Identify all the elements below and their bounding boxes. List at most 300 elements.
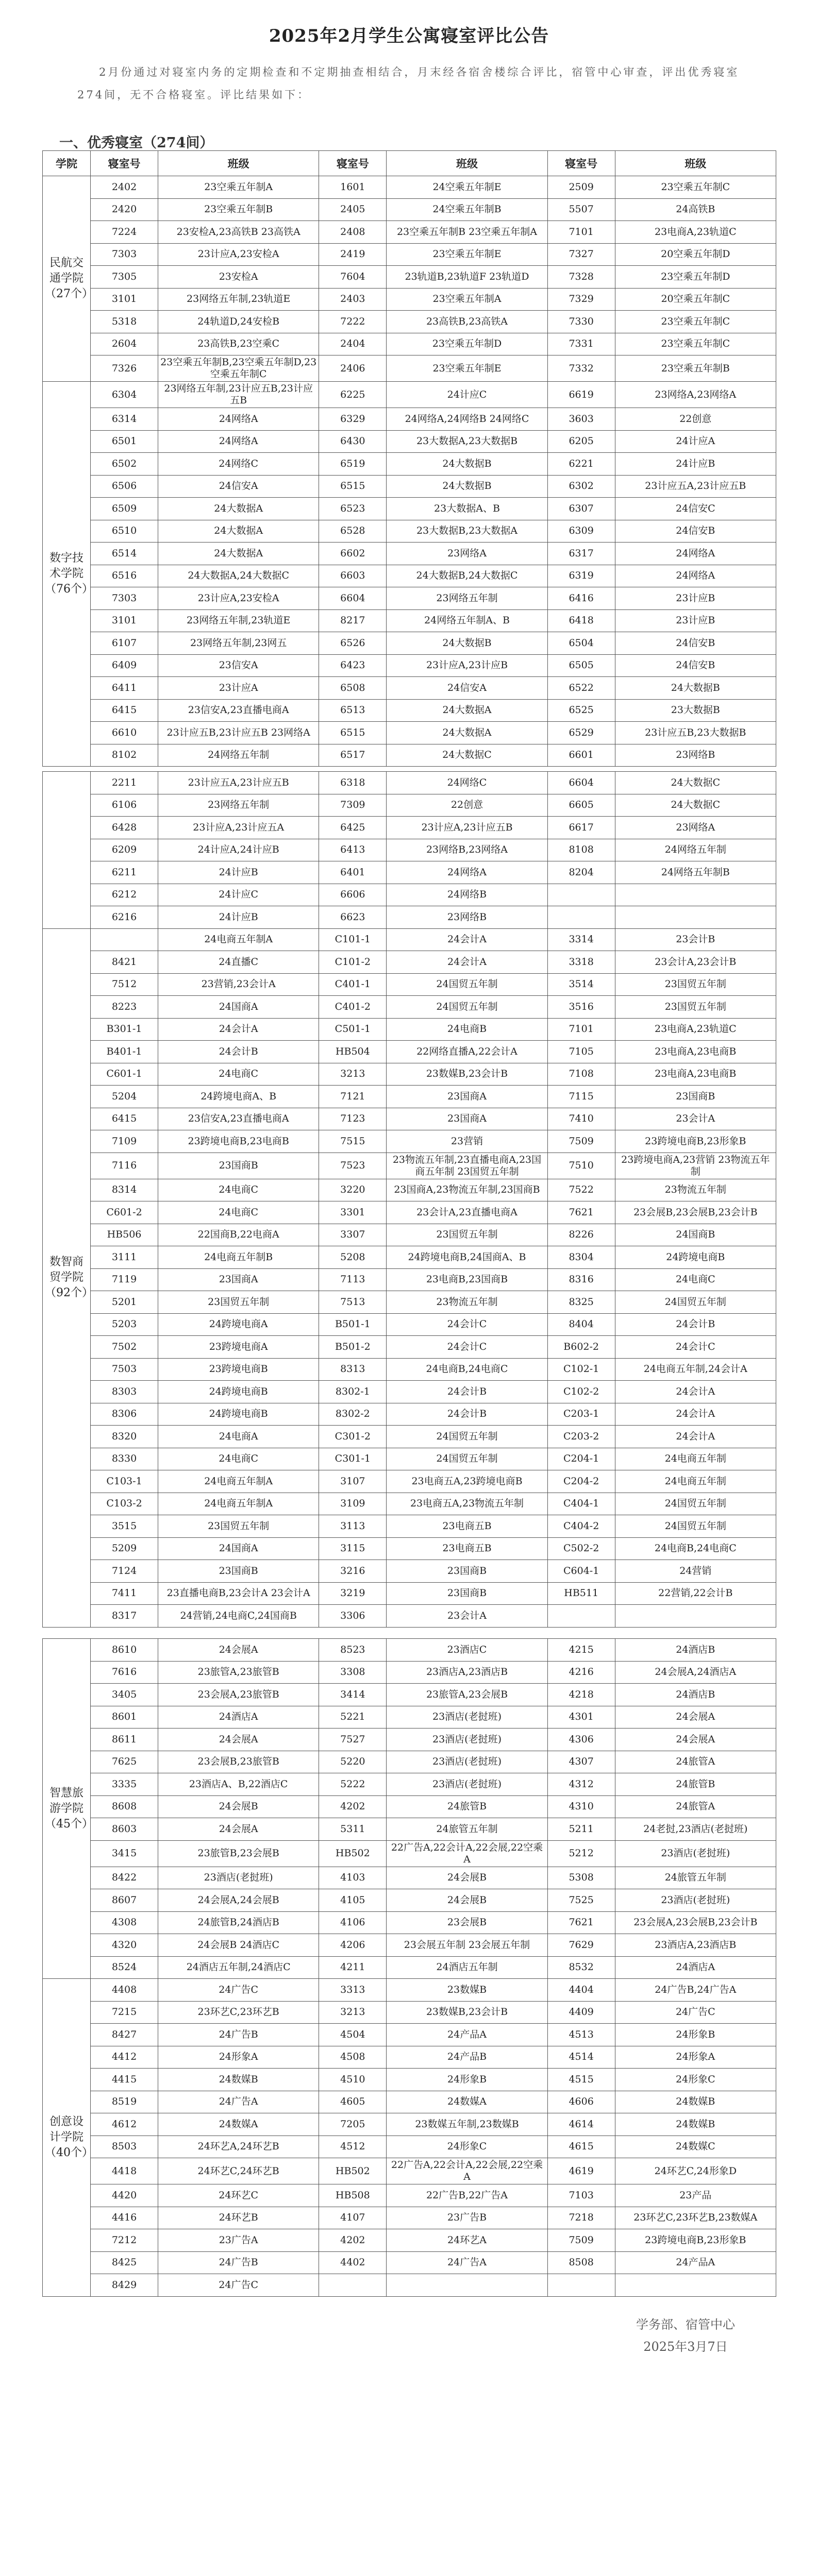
class-name: 23营销: [387, 1130, 547, 1153]
room-number: 4605: [319, 2091, 387, 2113]
room-number: C601-1: [90, 1063, 158, 1086]
room-number: 3603: [547, 408, 615, 431]
class-name: 23酒店(老挝班): [615, 1889, 776, 1912]
class-name: 22营销,22会计B: [615, 1582, 776, 1605]
class-name: 23网络五年制: [387, 587, 547, 610]
class-name: 24网络A: [158, 430, 319, 453]
class-name: 24产品A: [387, 2024, 547, 2046]
room-number: 3101: [90, 288, 158, 311]
room-number: 8421: [90, 951, 158, 974]
room-number: 4512: [319, 2136, 387, 2158]
room-number: 8608: [90, 1795, 158, 1818]
room-number: 8427: [90, 2024, 158, 2046]
class-name: 23国商B: [615, 1086, 776, 1108]
table-row: [43, 1840, 776, 1867]
class-name: 23酒店(老挝班): [387, 1706, 547, 1728]
room-number: 6409: [90, 654, 158, 677]
room-number: 2403: [319, 288, 387, 311]
table-row: [43, 1403, 776, 1426]
table-row: [43, 2069, 776, 2091]
room-number: 4320: [90, 1934, 158, 1957]
table-row: [43, 1426, 776, 1448]
room-number: B501-2: [319, 1336, 387, 1359]
room-number: 6302: [547, 475, 615, 498]
table-row: [43, 2024, 776, 2046]
table-row: [43, 2251, 776, 2274]
room-number: 6513: [319, 699, 387, 722]
room-number: 5220: [319, 1751, 387, 1773]
room-number: 6416: [547, 587, 615, 610]
room-number: 7303: [90, 243, 158, 266]
class-name: 24计应A: [615, 430, 776, 453]
table-row: [43, 677, 776, 700]
class-name: 24广告C: [158, 1979, 319, 2002]
table-row: [43, 243, 776, 266]
room-number: 7113: [319, 1268, 387, 1291]
class-name: 24形象C: [387, 2136, 547, 2158]
class-name: 24大数据A: [158, 520, 319, 543]
college-cell: 智慧旅游学院（45个）: [43, 1639, 91, 1979]
table-row: [43, 1605, 776, 1628]
class-name: [615, 884, 776, 906]
column-header: 班级: [615, 151, 776, 176]
intro-paragraph: 2月份通过对寝室内务的定期检查和不定期抽查相结合，月末经各宿舍楼综合评比，宿管中心审查，评出优秀寝室274间，无不合格寝室。评比结果如下：: [77, 66, 740, 101]
class-name: 23网络B: [387, 906, 547, 929]
table-row: [43, 408, 776, 431]
room-number: 4106: [319, 1911, 387, 1934]
room-number: 4508: [319, 2046, 387, 2069]
table-row: [43, 2207, 776, 2229]
room-number: 4307: [547, 1751, 615, 1773]
room-number: 6319: [547, 565, 615, 587]
class-name: 24电商五年制B: [158, 1246, 319, 1269]
room-number: 8316: [547, 1268, 615, 1291]
room-number: 7101: [547, 221, 615, 244]
table-row: [43, 609, 776, 632]
room-number: 6529: [547, 722, 615, 744]
room-number: 7326: [90, 355, 158, 382]
table-row: [43, 1728, 776, 1751]
room-number: 6501: [90, 430, 158, 453]
room-number: 3308: [319, 1661, 387, 1684]
table-row: [43, 520, 776, 543]
class-name: 23网络五年制: [158, 794, 319, 817]
table-row: [43, 654, 776, 677]
class-name: 23空乘五年制E: [387, 355, 547, 382]
room-number: 3109: [319, 1493, 387, 1515]
room-number: 6602: [319, 543, 387, 565]
room-number: 7303: [90, 587, 158, 610]
class-name: 24会计A: [158, 1018, 319, 1041]
room-number: 6523: [319, 498, 387, 520]
room-number: 7119: [90, 1268, 158, 1291]
class-name: 23国贸五年制: [158, 1515, 319, 1538]
class-name: 24信安B: [615, 654, 776, 677]
class-name: 24计应B: [615, 453, 776, 476]
class-name: 24形象B: [387, 2069, 547, 2091]
class-name: 23网络五年制,23轨道E: [158, 288, 319, 311]
room-number: C501-1: [319, 1018, 387, 1041]
table-row: [43, 498, 776, 520]
room-number: 4504: [319, 2024, 387, 2046]
room-number: 8204: [547, 861, 615, 884]
table-row: [43, 1470, 776, 1493]
room-number: 4614: [547, 2113, 615, 2136]
class-name: 23直播电商B,23会计A 23会计A: [158, 1582, 319, 1605]
room-number: 3115: [319, 1537, 387, 1560]
room-number: HB504: [319, 1041, 387, 1063]
room-number: 3213: [319, 2001, 387, 2024]
class-name: 24旅管五年制: [615, 1867, 776, 1889]
room-number: 6525: [547, 699, 615, 722]
room-number: 8313: [319, 1358, 387, 1381]
table-row: [43, 1979, 776, 2002]
room-number: 2419: [319, 243, 387, 266]
class-name: 24国商B: [615, 1224, 776, 1246]
table-row: [43, 744, 776, 767]
class-name: 23环艺C,23环艺B: [158, 2001, 319, 2024]
room-number: 1601: [319, 176, 387, 199]
class-name: 23计应五B,23大数据B: [615, 722, 776, 744]
room-number: 7523: [319, 1153, 387, 1179]
class-name: 23国商A: [387, 1086, 547, 1108]
class-name: 24空乘五年制B: [387, 198, 547, 221]
table-row: [43, 1246, 776, 1269]
table-row: [43, 176, 776, 199]
class-name: 23数媒B: [387, 1979, 547, 2002]
class-name: 23酒店(老挝班): [387, 1728, 547, 1751]
class-name: 22网络直播A,22会计A: [387, 1041, 547, 1063]
room-number: 3415: [90, 1840, 158, 1867]
class-name: 24网络五年制B: [615, 861, 776, 884]
class-name: 24会展A: [615, 1706, 776, 1728]
class-name: 24网络C: [387, 772, 547, 794]
table-row: [43, 2184, 776, 2207]
room-number: 7109: [90, 1130, 158, 1153]
college-cell: 创意设计学院（40个）: [43, 1979, 91, 2297]
room-number: 4308: [90, 1911, 158, 1934]
class-name: 24大数据A: [387, 699, 547, 722]
table-row: [43, 1130, 776, 1153]
room-number: 2211: [90, 772, 158, 794]
room-number: 6216: [90, 906, 158, 929]
room-number: 7124: [90, 1560, 158, 1583]
class-name: 23跨境电商B: [158, 1358, 319, 1381]
room-number: 7510: [547, 1153, 615, 1179]
room-number: 6423: [319, 654, 387, 677]
class-name: 23跨境电商A: [158, 1336, 319, 1359]
class-name: 22广告A,22会计A,22会展,22空乘A: [387, 1840, 547, 1867]
class-name: 23空乘五年制A: [387, 288, 547, 311]
class-name: 24计应C: [387, 382, 547, 408]
class-name: 22创意: [615, 408, 776, 431]
table-row: [43, 587, 776, 610]
class-name: 24会计A: [387, 951, 547, 974]
table-row: [43, 382, 776, 408]
room-number: 4408: [90, 1979, 158, 2002]
room-number: 4514: [547, 2046, 615, 2069]
table-row: [43, 475, 776, 498]
class-name: [387, 2274, 547, 2297]
class-name: 22广告B,22广告A: [387, 2184, 547, 2207]
room-number: 7327: [547, 243, 615, 266]
room-number: 6309: [547, 520, 615, 543]
college-cell: 数智商贸学院（92个）: [43, 928, 91, 1627]
room-number: C203-1: [547, 1403, 615, 1426]
room-number: 6603: [319, 565, 387, 587]
class-name: 24会计B: [615, 1313, 776, 1336]
room-number: 6604: [319, 587, 387, 610]
room-number: 8524: [90, 1956, 158, 1979]
class-name: 24轨道D,24安检B: [158, 311, 319, 333]
section-title: 一、优秀寝室（274间）: [59, 135, 214, 151]
room-number: 5507: [547, 198, 615, 221]
room-number: 7309: [319, 794, 387, 817]
class-name: 24酒店B: [615, 1684, 776, 1706]
room-number: 8404: [547, 1313, 615, 1336]
class-name: 24数媒B: [615, 2091, 776, 2113]
class-name: 23网络A: [615, 817, 776, 839]
class-name: 23计应B: [615, 587, 776, 610]
class-name: 23安检A: [158, 266, 319, 289]
class-name: 24电商C: [158, 1179, 319, 1201]
class-name: 24会展A,24酒店A: [615, 1661, 776, 1684]
room-number: 8314: [90, 1179, 158, 1201]
class-name: 24电商五年制A: [158, 928, 319, 951]
class-name: 24环艺C: [158, 2184, 319, 2207]
table-row: [43, 1086, 776, 1108]
class-name: 24电商C: [615, 1268, 776, 1291]
table-row: [43, 632, 776, 655]
class-name: 23电商五B: [387, 1537, 547, 1560]
class-name: 24电商B,24电商C: [387, 1358, 547, 1381]
class-name: 24网络五年制: [158, 744, 319, 767]
class-name: 23计应A: [158, 677, 319, 700]
class-name: 24电商五年制: [615, 1470, 776, 1493]
class-name: 23会计B: [615, 928, 776, 951]
room-number: 4216: [547, 1661, 615, 1684]
class-name: 24电商B,24电商C: [615, 1537, 776, 1560]
class-name: 23酒店A、B,22酒店C: [158, 1773, 319, 1796]
room-number: 7115: [547, 1086, 615, 1108]
room-number: 6205: [547, 430, 615, 453]
room-number: 7205: [319, 2113, 387, 2136]
class-name: 23广告A: [158, 2229, 319, 2252]
room-number: 4418: [90, 2158, 158, 2184]
room-number: 5201: [90, 1291, 158, 1314]
table-row: [43, 266, 776, 289]
class-name: 24网络A,24网络B 24网络C: [387, 408, 547, 431]
class-name: 24形象C: [615, 2069, 776, 2091]
room-number: 3314: [547, 928, 615, 951]
room-number: 4510: [319, 2069, 387, 2091]
class-name: 24网络A: [615, 543, 776, 565]
class-name: 23酒店A,23酒店B: [615, 1934, 776, 1957]
table-row: [43, 928, 776, 951]
room-number: 6413: [319, 839, 387, 861]
class-name: 24会展B: [158, 1795, 319, 1818]
room-number: 6317: [547, 543, 615, 565]
table-row: [43, 1889, 776, 1912]
class-name: 23产品: [615, 2184, 776, 2207]
room-number: C102-2: [547, 1381, 615, 1403]
class-name: 24大数据A: [158, 498, 319, 520]
class-name: 23国贸五年制: [615, 996, 776, 1019]
room-number: 4409: [547, 2001, 615, 2024]
class-name: 24环艺C,24环艺B: [158, 2158, 319, 2184]
class-name: 24环艺A,24环艺B: [158, 2136, 319, 2158]
class-name: 23会展B,23会展B,23会计B: [615, 1201, 776, 1224]
room-number: 2604: [90, 333, 158, 355]
class-name: 24网络B: [387, 884, 547, 906]
class-name: 23计应五A,23计应五B: [615, 475, 776, 498]
class-name: 24电商A: [158, 1426, 319, 1448]
class-name: 23国商A: [158, 1268, 319, 1291]
class-name: 23物流五年制: [387, 1291, 547, 1314]
room-number: 8226: [547, 1224, 615, 1246]
class-name: 24信安A: [387, 677, 547, 700]
room-number: B401-1: [90, 1041, 158, 1063]
class-name: 24形象A: [158, 2046, 319, 2069]
table-row: [43, 288, 776, 311]
room-number: 7625: [90, 1751, 158, 1773]
class-name: 24跨境电商A: [158, 1313, 319, 1336]
room-number: 6604: [547, 772, 615, 794]
class-name: 24大数据C: [387, 744, 547, 767]
class-name: 24计应C: [158, 884, 319, 906]
class-name: 24老挝,23酒店(老挝班): [615, 1818, 776, 1841]
class-name: 24产品A: [615, 2251, 776, 2274]
class-name: 23空乘五年制D: [615, 266, 776, 289]
class-name: 23电商A,23轨道C: [615, 1018, 776, 1041]
class-name: 23会计A,23会计B: [615, 951, 776, 974]
class-name: 24国贸五年制: [387, 996, 547, 1019]
room-number: 6514: [90, 543, 158, 565]
room-number: 6528: [319, 520, 387, 543]
class-name: 24会计C: [615, 1336, 776, 1359]
class-name: 23国商B: [387, 1582, 547, 1605]
class-name: 24网络C: [158, 453, 319, 476]
room-number: 5209: [90, 1537, 158, 1560]
class-name: 24数媒A: [158, 2113, 319, 2136]
class-name: 24电商五年制A: [158, 1470, 319, 1493]
class-name: 24高铁B: [615, 198, 776, 221]
class-name: 24国贸五年制: [615, 1493, 776, 1515]
class-name: 24广告B: [158, 2024, 319, 2046]
room-number: 3516: [547, 996, 615, 1019]
room-number: 6517: [319, 744, 387, 767]
class-name: 24跨境电商B: [615, 1246, 776, 1269]
class-name: 24电商B: [387, 1018, 547, 1041]
class-name: 23大数据A、B: [387, 498, 547, 520]
class-name: 24环艺C,24形象D: [615, 2158, 776, 2184]
room-number: 8303: [90, 1381, 158, 1403]
table-row: [43, 1291, 776, 1314]
class-name: 24大数据B: [387, 632, 547, 655]
table-row: [43, 565, 776, 587]
table-row: [43, 839, 776, 861]
room-number: 7105: [547, 1041, 615, 1063]
room-number: B501-1: [319, 1313, 387, 1336]
class-name: 23网络五年制,23网五: [158, 632, 319, 655]
table-row: [43, 333, 776, 355]
room-number: 8102: [90, 744, 158, 767]
room-number: 3307: [319, 1224, 387, 1246]
room-number: 4215: [547, 1639, 615, 1662]
room-number: 6329: [319, 408, 387, 431]
room-number: 7513: [319, 1291, 387, 1314]
class-name: 23空乘五年制D: [387, 333, 547, 355]
room-number: 8519: [90, 2091, 158, 2113]
class-name: 23旅管A,23会展B: [387, 1684, 547, 1706]
room-number: 6623: [319, 906, 387, 929]
class-name: 23会展A,23旅管B: [158, 1684, 319, 1706]
class-name: 23环艺C,23环艺B,23数媒A: [615, 2207, 776, 2229]
class-name: 24电商五年制A: [158, 1493, 319, 1515]
class-name: 24直播C: [158, 951, 319, 974]
room-number: 6425: [319, 817, 387, 839]
class-name: 23大数据B,23大数据A: [387, 520, 547, 543]
class-name: 24酒店A: [615, 1956, 776, 1979]
class-name: 24网络A: [387, 861, 547, 884]
class-name: 23空乘五年制C: [615, 311, 776, 333]
room-number: 8320: [90, 1426, 158, 1448]
room-number: 7328: [547, 266, 615, 289]
class-name: 24广告C: [158, 2274, 319, 2297]
table-row: [43, 699, 776, 722]
room-number: 4301: [547, 1706, 615, 1728]
class-name: 24会计B: [158, 1041, 319, 1063]
room-number: 7509: [547, 1130, 615, 1153]
room-number: 7103: [547, 2184, 615, 2207]
room-number: 7410: [547, 1108, 615, 1130]
room-number: C101-2: [319, 951, 387, 974]
table-row: [43, 1661, 776, 1684]
room-number: HB502: [319, 2158, 387, 2184]
room-number: C601-2: [90, 1201, 158, 1224]
table-row: [43, 1153, 776, 1179]
class-name: 24会计A: [615, 1381, 776, 1403]
table-row: [43, 1934, 776, 1957]
table-row: [43, 198, 776, 221]
class-name: 23会计A: [387, 1605, 547, 1628]
room-number: 5308: [547, 1867, 615, 1889]
class-name: 24广告B,24广告A: [615, 1979, 776, 2002]
class-name: 24大数据B: [615, 677, 776, 700]
room-number: 5311: [319, 1818, 387, 1841]
class-name: 22广告A,22会计A,22会展,22空乘A: [387, 2158, 547, 2184]
room-number: 2404: [319, 333, 387, 355]
room-number: 3213: [319, 1063, 387, 1086]
class-name: 24信安B: [615, 632, 776, 655]
table-row: [43, 1537, 776, 1560]
class-name: 23计应A,23计应五B: [387, 817, 547, 839]
class-name: 23物流五年制: [615, 1179, 776, 1201]
room-number: C204-2: [547, 1470, 615, 1493]
class-name: 23电商五A,23物流五年制: [387, 1493, 547, 1515]
room-number: 6107: [90, 632, 158, 655]
class-name: 24跨境电商A、B: [158, 1086, 319, 1108]
results-table: [42, 1638, 776, 2297]
table-header-row: [43, 151, 776, 176]
room-number: 6605: [547, 794, 615, 817]
class-name: 23计应A,23计应五A: [158, 817, 319, 839]
class-name: 24酒店五年制: [387, 1956, 547, 1979]
class-name: 23旅管B,23会展B: [158, 1840, 319, 1867]
room-number: 4515: [547, 2069, 615, 2091]
class-name: 24信安A: [158, 475, 319, 498]
class-name: 24会展A: [158, 1818, 319, 1841]
